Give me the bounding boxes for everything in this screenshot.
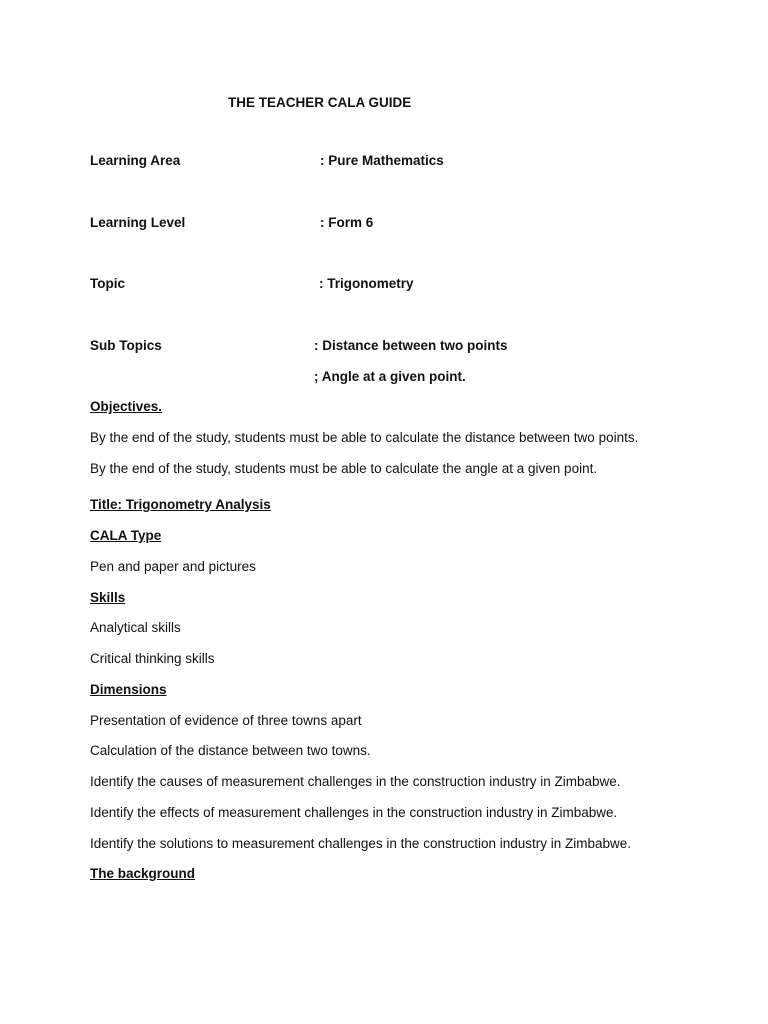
- topic-label: Topic: [90, 276, 125, 291]
- dimension-item: Presentation of evidence of three towns apart: [90, 713, 362, 728]
- cala-type-text: Pen and paper and pictures: [90, 559, 256, 574]
- learning-area-label: Learning Area: [90, 153, 181, 168]
- background-heading: The background: [90, 866, 196, 881]
- skill-item: Critical thinking skills: [90, 651, 215, 666]
- dimension-item: Identify the solutions to measurement challenges in the construction industry in Zimbabwe.: [90, 836, 632, 851]
- document-title: THE TEACHER CALA GUIDE: [228, 95, 412, 110]
- topic-value: : Trigonometry: [319, 276, 414, 291]
- objective-item: By the end of the study, students must be able to calculate the distance between two points.: [90, 430, 639, 445]
- objectives-heading: Objectives.: [90, 399, 163, 414]
- cala-title: Title: Trigonometry Analysis: [90, 497, 271, 512]
- sub-topics-value: : Distance between two points: [314, 338, 508, 353]
- dimension-item: Calculation of the distance between two towns.: [90, 743, 371, 758]
- learning-level-value: : Form 6: [320, 215, 374, 230]
- skill-item: Analytical skills: [90, 620, 181, 635]
- sub-topics-label: Sub Topics: [90, 338, 162, 353]
- learning-level-label: Learning Level: [90, 215, 186, 230]
- cala-type-heading: CALA Type: [90, 528, 162, 543]
- objective-item: By the end of the study, students must be able to calculate the angle at a given point.: [90, 461, 598, 476]
- dimension-item: Identify the effects of measurement challenges in the construction industry in Zimbabwe.: [90, 805, 618, 820]
- sub-topics-value-2: ; Angle at a given point.: [314, 369, 466, 384]
- dimension-item: Identify the causes of measurement challenges in the construction industry in Zimbabwe.: [90, 774, 621, 789]
- learning-area-value: : Pure Mathematics: [320, 153, 444, 168]
- dimensions-heading: Dimensions: [90, 682, 167, 697]
- skills-heading: Skills: [90, 590, 126, 605]
